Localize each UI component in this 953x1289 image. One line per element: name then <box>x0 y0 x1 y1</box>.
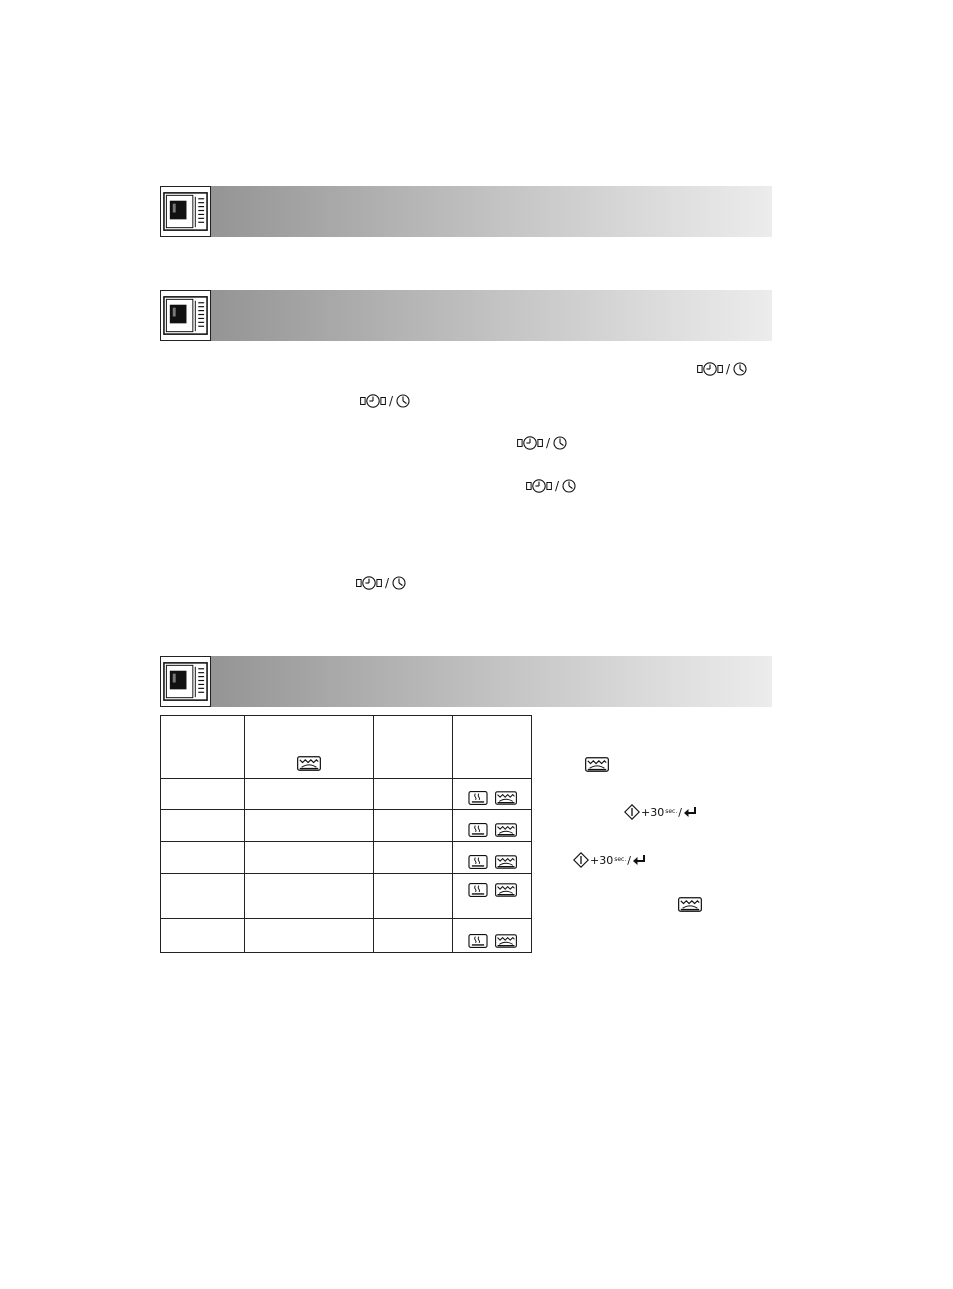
start-plus-30-symbol-2 <box>573 852 646 868</box>
clock-symbol-2 <box>360 394 410 408</box>
table-cell <box>453 874 532 919</box>
microwave-oven-icon <box>160 186 211 237</box>
table-row <box>161 842 532 874</box>
table-cell <box>161 810 245 842</box>
grill-icon <box>297 756 321 771</box>
clock-button-icon <box>517 436 543 450</box>
table-cell <box>161 919 245 953</box>
sec-label: sec. <box>614 856 627 863</box>
table-cell <box>245 716 374 779</box>
table-cell <box>453 779 532 810</box>
table-cell <box>245 874 374 919</box>
program-table <box>160 715 532 953</box>
clock-symbol-4 <box>526 479 576 493</box>
clock-icon <box>562 479 576 493</box>
grill-icon <box>678 897 702 912</box>
plus-30-label: +30 <box>641 805 665 819</box>
start-plus-30-symbol-1 <box>624 804 697 820</box>
table-cell <box>374 716 453 779</box>
start-icon <box>573 852 589 868</box>
microwave-combo-icon <box>468 791 488 805</box>
microwave-combo-icon <box>468 934 488 948</box>
grill-icon <box>495 791 517 805</box>
clock-button-icon <box>697 362 723 376</box>
table-cell <box>245 919 374 953</box>
microwave-combo-icon <box>468 855 488 869</box>
table-cell <box>245 842 374 874</box>
table-cell <box>374 842 453 874</box>
section-banner-1 <box>160 186 772 237</box>
clock-button-icon <box>360 394 386 408</box>
section-banner-2 <box>160 290 772 341</box>
symbol-slash: / <box>726 362 731 376</box>
table-cell <box>374 810 453 842</box>
symbol-slash: / <box>555 479 560 493</box>
clock-symbol-3 <box>517 436 567 450</box>
symbol-slash: / <box>546 436 551 450</box>
table-cell <box>453 716 532 779</box>
microwave-combo-icon <box>468 883 488 897</box>
microwave-combo-icon <box>468 823 488 837</box>
enter-icon <box>683 806 697 818</box>
clock-symbol-1 <box>697 362 747 376</box>
grill-icon <box>495 855 517 869</box>
table-cell <box>161 842 245 874</box>
sec-label: sec. <box>665 808 678 815</box>
microwave-oven-icon <box>160 656 211 707</box>
plus-30-label: +30 <box>590 853 614 867</box>
table-cell <box>374 919 453 953</box>
table-cell <box>453 810 532 842</box>
enter-icon <box>632 854 646 866</box>
table-row <box>161 779 532 810</box>
table-cell <box>161 874 245 919</box>
clock-symbol-5 <box>356 576 406 590</box>
grill-icon <box>495 823 517 837</box>
table-row <box>161 810 532 842</box>
symbol-slash: / <box>627 853 631 867</box>
clock-icon <box>392 576 406 590</box>
table-header-row <box>161 716 532 779</box>
table-row <box>161 874 532 919</box>
start-icon <box>624 804 640 820</box>
grill-icon <box>495 934 517 948</box>
table-cell <box>245 810 374 842</box>
table-cell <box>374 874 453 919</box>
grill-icon <box>495 883 517 897</box>
table-cell <box>245 779 374 810</box>
symbol-slash: / <box>678 805 682 819</box>
table-cell <box>453 919 532 953</box>
section-banner-3 <box>160 656 772 707</box>
clock-button-icon <box>356 576 382 590</box>
symbol-slash: / <box>385 576 390 590</box>
table-cell <box>161 779 245 810</box>
clock-icon <box>733 362 747 376</box>
microwave-oven-icon <box>160 290 211 341</box>
table-row <box>161 919 532 953</box>
grill-icon <box>585 757 609 772</box>
clock-icon <box>553 436 567 450</box>
clock-icon <box>396 394 410 408</box>
table-cell <box>374 779 453 810</box>
table-cell <box>453 842 532 874</box>
symbol-slash: / <box>389 394 394 408</box>
table-cell <box>161 716 245 779</box>
clock-button-icon <box>526 479 552 493</box>
